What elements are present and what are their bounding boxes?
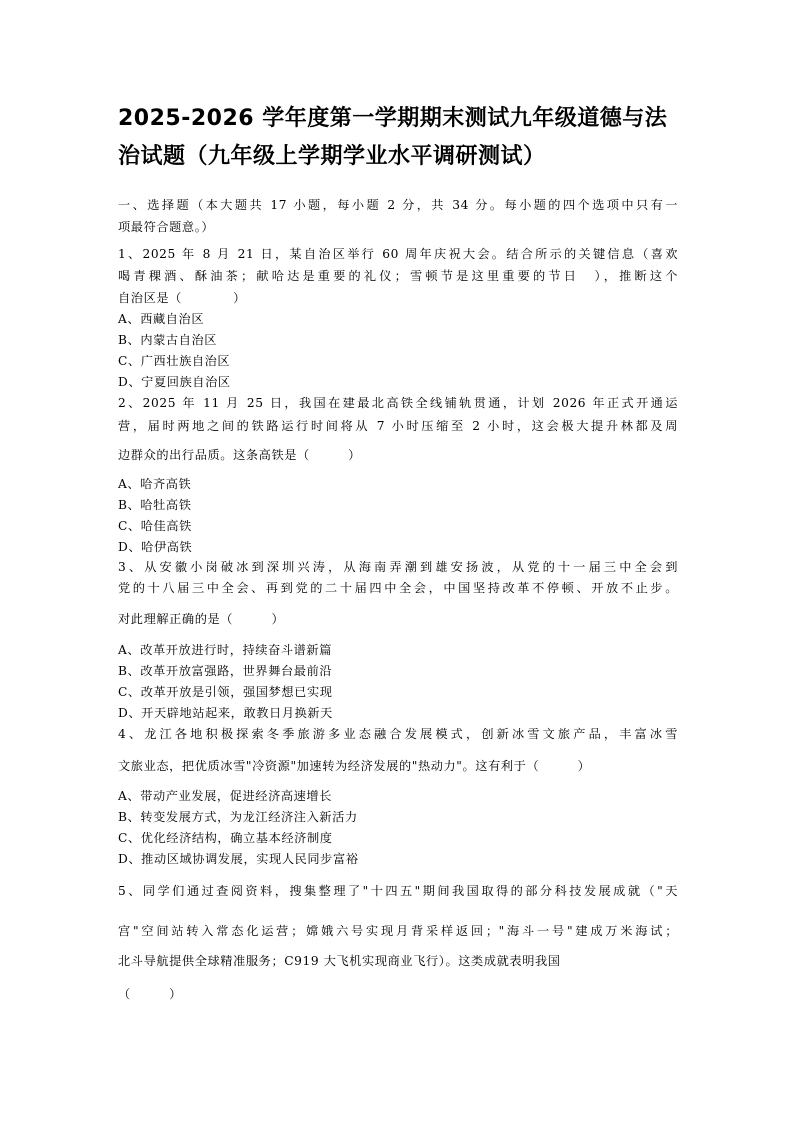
q2-option-d: D、哈伊高铁 xyxy=(118,540,193,554)
q1-option-c: C、广西壮族自治区 xyxy=(118,354,231,368)
title-line-2: 治试题（九年级上学期学业水平调研测试） xyxy=(118,144,546,169)
q3-stem-line-3: 对此理解正确的是（ ） xyxy=(118,612,285,626)
q1-option-d: D、宁夏回族自治区 xyxy=(118,375,231,389)
q3-option-a: A、改革开放进行时，持续奋斗谱新篇 xyxy=(118,643,333,657)
q3-stem-line-2: 党的十八届三中全会、再到党的二十届四中全会，中国坚持改革不停顿、开放不止步。 xyxy=(118,581,678,595)
q2-stem-line-2: 营，届时两地之间的铁路运行时间将从 7 小时压缩至 2 小时，这会极大提升林都及周 xyxy=(118,419,678,433)
q3-option-d: D、开天辟地站起来，敢教日月换新天 xyxy=(118,706,333,720)
q5-stem-line-3: 北斗导航提供全球精准服务；C919 大飞机实现商业飞行）。这类成就表明我国 xyxy=(118,954,561,968)
section-instructions-line-1: 一、选择题（本大题共 17 小题，每小题 2 分，共 34 分。每小题的四个选项中只有一 xyxy=(118,198,678,212)
q1-option-b: B、内蒙古自治区 xyxy=(118,333,218,347)
title-line-1: 2025-2026 学年度第一学期期末测试九年级道德与法 xyxy=(118,106,668,131)
q2-stem-line-3: 边群众的出行品质。这条高铁是（ ） xyxy=(118,448,361,462)
q2-option-b: B、哈牡高铁 xyxy=(118,498,192,512)
section-instructions-line-2: 项最符合题意。） xyxy=(118,220,215,234)
q4-option-c: C、优化经济结构，确立基本经济制度 xyxy=(118,831,333,845)
q1-stem-line-3: 自治区是（ ） xyxy=(118,291,246,305)
q5-stem-line-1: 5、同学们通过查阅资料，搜集整理了"十四五"期间我国取得的部分科技发展成就（"天 xyxy=(118,884,678,898)
q5-stem-line-4: （ ） xyxy=(118,987,182,1001)
q5-stem-line-2: 宫"空间站转入常态化运营；嫦娥六号实现月背采样返回；"海斗一号"建成万米海试； xyxy=(118,924,678,938)
q2-stem-line-1: 2、2025 年 11 月 25 日，我国在建最北高铁全线铺轨贯通，计划 2026 年正式开通运 xyxy=(118,396,678,410)
q4-stem-line-2: 文旅业态，把优质冰雪"冷资源"加速转为经济发展的"热动力"。这有利于（ ） xyxy=(118,759,591,773)
exam-title xyxy=(118,100,688,176)
q4-stem-line-1: 4、龙江各地积极探索冬季旅游多业态融合发展模式，创新冰雪文旅产品，丰富冰雪 xyxy=(118,727,678,741)
q3-stem-line-1: 3、从安徽小岗破冰到深圳兴涛，从海南弄潮到雄安扬波，从党的十一届三中全会到 xyxy=(118,560,678,574)
q4-option-a: A、带动产业发展，促进经济高速增长 xyxy=(118,789,333,803)
q1-stem-line-2: 喝青稞酒、酥油茶；献哈达是重要的礼仪；雪顿节是这里重要的节日 ），推断这个 xyxy=(118,269,678,283)
q3-option-b: B、改革开放富强路，世界舞台最前沿 xyxy=(118,664,333,678)
q4-option-d: D、推动区域协调发展，实现人民同步富裕 xyxy=(118,852,359,866)
q1-option-a: A、西藏自治区 xyxy=(118,312,205,326)
q2-option-c: C、哈佳高铁 xyxy=(118,519,192,533)
q3-option-c: C、改革开放是引领，强国梦想已实现 xyxy=(118,685,333,699)
q1-stem-line-1: 1、2025 年 8 月 21 日，某自治区举行 60 周年庆祝大会。结合所示的关键信息（喜欢 xyxy=(118,247,678,261)
q4-option-b: B、转变发展方式，为龙江经济注入新活力 xyxy=(118,810,358,824)
q2-option-a: A、哈齐高铁 xyxy=(118,477,192,491)
